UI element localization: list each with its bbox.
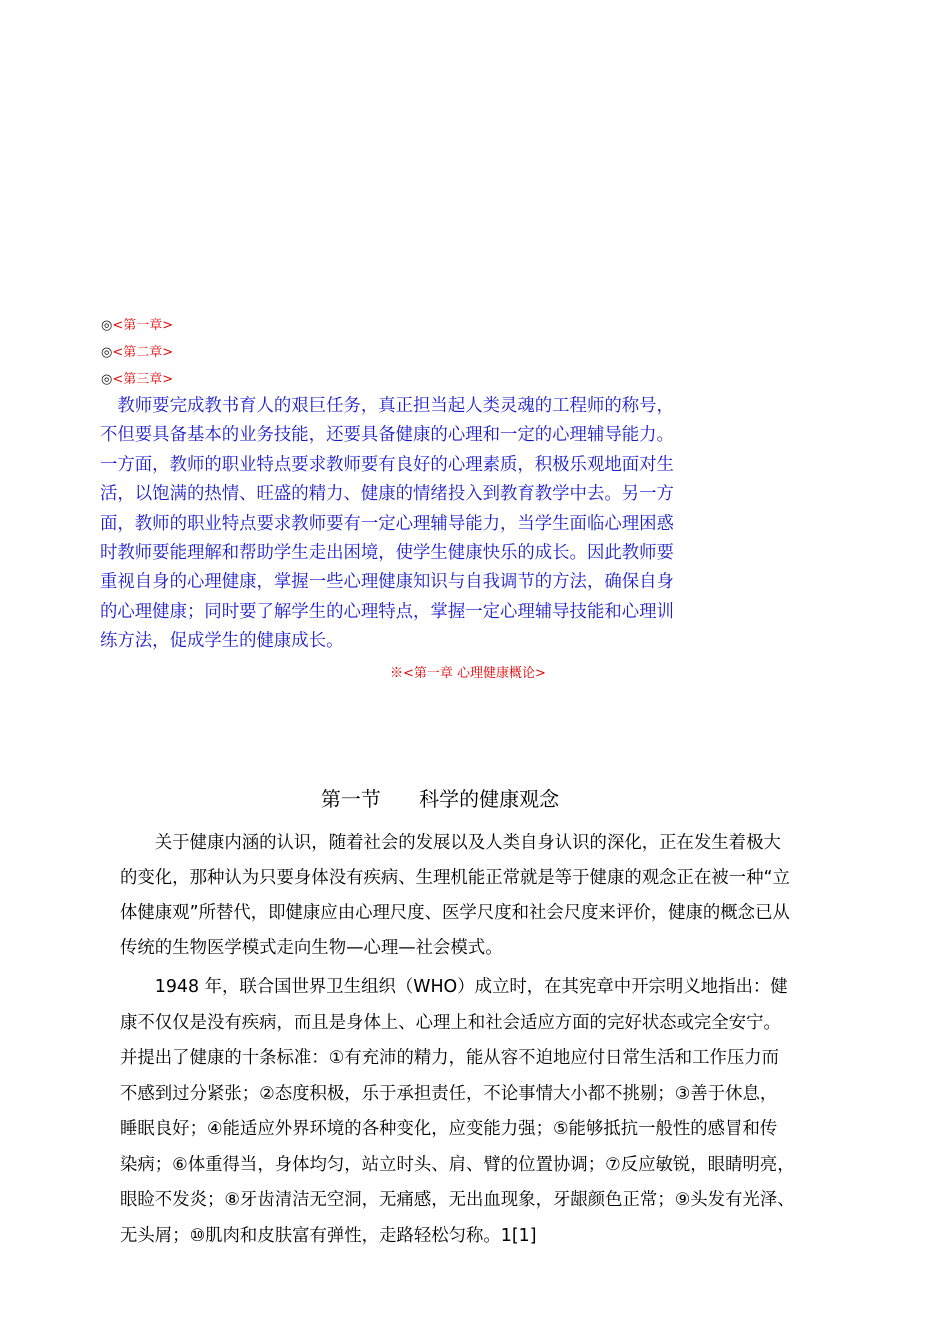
intro-line: 不但要具备基本的业务技能，还要具备健康的心理和一定的心理辅导能力。: [100, 425, 674, 446]
intro-line: 练方法，促成学生的健康成长。: [100, 631, 344, 652]
body-line: 眼睑不发炎；⑧牙齿清洁无空洞，无痛感，无出血现象，牙龈颜色正常；⑨头发有光泽、: [120, 1190, 795, 1210]
intro-line: 一方面，教师的职业特点要求教师要有良好的心理素质，积极乐观地面对生: [100, 454, 674, 475]
chapter-heading-link[interactable]: ※<第一章 心理健康概论>: [390, 666, 546, 681]
body-line: 的变化，那种认为只要身体没有疾病、生理机能正常就是等于健康的观念正在被一种“立: [120, 868, 790, 888]
toc-bullet: ◎: [101, 345, 113, 360]
body-line: 睡眠良好；④能适应外界环境的各种变化，应变能力强；⑤能够抵抗一般性的感冒和传: [120, 1119, 778, 1139]
intro-paragraph: [100, 392, 736, 657]
toc-link-chapter-1[interactable]: <第一章>: [112, 318, 174, 333]
body-line: 染病；⑥体重得当，身体均匀，站立时头、肩、臂的位置协调；⑦反应敏锐，眼睛明亮，: [120, 1154, 795, 1175]
section-title: 第一节 科学的健康观念: [320, 787, 560, 811]
toc-item-chapter-3[interactable]: [101, 366, 173, 393]
toc-link-chapter-3[interactable]: <第三章>: [112, 372, 174, 387]
intro-line: 教师要完成教书育人的艰巨任务，真正担当起人类灵魂的工程师的称号，: [100, 396, 674, 416]
toc-item-chapter-1[interactable]: [101, 312, 173, 339]
body-line: 无头屑；⑩肌肉和皮肤富有弹性，走路轻松匀称。1[1]: [120, 1225, 537, 1246]
section-body: [120, 826, 866, 1254]
intro-line: 面，教师的职业特点要求教师要有一定心理辅导能力，当学生面临心理困惑: [100, 513, 674, 534]
paragraph-who-standards: [120, 970, 866, 1254]
paragraph-health-concept: [120, 826, 866, 966]
toc-bullet: ◎: [101, 318, 113, 333]
body-line: 不感到过分紧张；②态度积极，乐于承担责任，不论事情大小都不挑剔；③善于休息，: [120, 1083, 778, 1104]
toc-bullet: ◎: [101, 372, 113, 387]
intro-line: 时教师要能理解和帮助学生走出困境，使学生健康快乐的成长。因此教师要: [100, 543, 674, 564]
intro-line: 的心理健康；同时要了解学生的心理特点，掌握一定心理辅导技能和心理训: [100, 601, 674, 622]
toc-item-chapter-2[interactable]: [101, 339, 173, 366]
body-line: 关于健康内涵的认识，随着社会的发展以及人类自身认识的深化，正在发生着极大: [120, 833, 781, 853]
body-line: 体健康观”所替代，即健康应由心理尺度、医学尺度和社会尺度来评价，健康的概念已从: [120, 903, 790, 923]
body-line: 1948 年，联合国世界卫生组织（WHO）成立时，在其宪章中开宗明义地指出：健: [120, 977, 788, 997]
intro-line: 重视自身的心理健康，掌握一些心理健康知识与自我调节的方法，确保自身: [100, 572, 674, 593]
body-line: 并提出了健康的十条标准：①有充沛的精力，能从容不迫地应付日常生活和工作压力而: [120, 1048, 780, 1068]
body-line: 传统的生物医学模式走向生物—心理—社会模式。: [120, 938, 503, 958]
chapter-toc: [101, 312, 173, 393]
intro-line: 活，以饱满的热情、旺盛的精力、健康的情绪投入到教育教学中去。另一方: [100, 484, 674, 505]
toc-link-chapter-2[interactable]: <第二章>: [112, 345, 174, 360]
body-line: 康不仅仅是没有疾病，而且是身体上、心理上和社会适应方面的完好状态或完全安宁。: [120, 1012, 781, 1033]
